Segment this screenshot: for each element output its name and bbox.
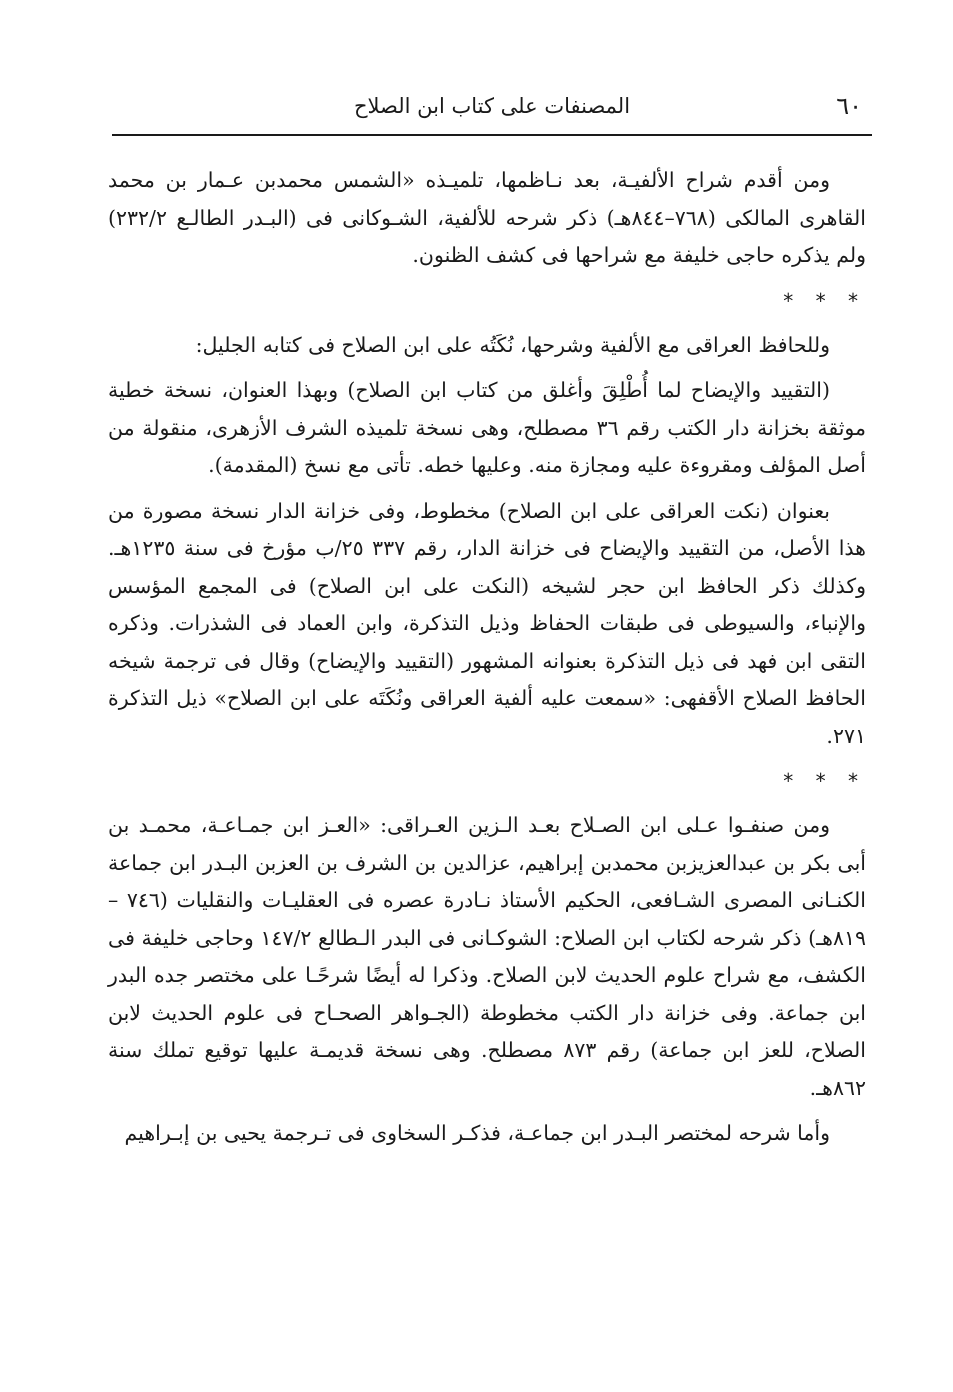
section-separator: * * * — [783, 288, 866, 313]
paragraph-ibn-jamaah: ومن صنفـوا عـلى ابن الصـلاح بعـد الـزين العـراقى: «العـز ابن جمـاعـة، محمـد بن أبى بكر بن عبدالعزيزبن محمدبن إبراهيم، عزالدين بن الشرف بن العزبن البـدر ابن جماعة الكنـانى المصرى الشـافعى، الحكيم الأستاذ نـادرة عصره فى العقليـات والنقليات (٧٤٦ – ٨١٩هـ) ذكر شرحه لكتاب ابن الصلاح: الشوكـانى فى البدر الـطالع ١٤٧/٢ وحاجى خليفة فى الكشف، مع شراح علوم الحديث لابن الصلاح. وذكرا له أيضًا شرحًـا على مختصر جده البدر ابن جماعة. وفى خزانة دار الكتب مخطوطة (الجـواهر الصحـاح فى علوم الحديث لابن الصلاح، للعز ابن جماعة) رقم ٨٧٣ مصطلح. وهى نسخة قديمـة عليها توقيع تملك سنة ٨٦٢هـ. — [108, 813, 866, 1100]
running-title: المصنفات على كتاب ابن الصلاح — [353, 94, 631, 118]
paragraph-nukat-title: بعنوان (نكت العراقى على ابن الصلاح) مخطوط، وفى خزانة الدار نسخة مصورة من هذا الأصل، من التقييد والإيضاح فى خزانة الدار، رقم ٣٣٧ ٢٥/ب مؤرخ فى سنة ١٢٣٥هـ. وكذلك ذكر الحافظ ابن حجر لشيخه (النكت على ابن الصلاح) فى المجمع المؤسس والإنباء، والسيوطى فى طبقات الحفاظ وذيل التذكرة، وابن العماد فى الشذرات. وذكره التقى ابن فهد فى ذيل التذكرة بعنوانه المشهور (التقييد والإيضاح) وقال فى ترجمة شيخه الحافظ الصلاح الأقفهى: «سمعت عليه ألفية العراقى ونُكَتَه على ابن الصلاح» ذيل التذكرة ٢٧١. — [108, 498, 866, 748]
paragraph-mukhtasar-commentary: وأما شرحه لمختصر البـدر ابن جماعـة، فذكـر السخاوى فى تـرجمة يحيى بن إبـراهيم — [124, 1121, 830, 1145]
paragraph-iraqi-intro: وللحافظ العراقى مع الألفية وشرحها، نُكَتُه على ابن الصلاح فى كتابه الجليل: — [195, 332, 830, 357]
page-number: ٦٠ — [836, 92, 862, 120]
page-body — [108, 162, 866, 1153]
paragraph-taqyid-title: (التقييد والإيضاح لما أُطْلِقَ وأغلق من كتاب ابن الصلاح) وبهذا العنوان، نسخة خطية موثقة بخزانة دار الكتب رقم ٣٦ مصطلح، وهى نسخة تلميذه الشرف الأزهرى، منقولة من أصل المؤلف ومقروءة عليه ومجازة منه. وعليها خطه. تأتى مع نسخ (المقدمة). — [108, 378, 866, 477]
section-separator: * * * — [783, 769, 866, 793]
paragraph-oldest-commentators: ومن أقدم شراح الألفيـة، بعد نـاظمها، تلميـذه «الشمس محمدبن عـمار بن محمد القاهرى المالكى (٧٦٨–٨٤٤هـ) ذكر شرحه للألفية، الشـوكانى فى (البـدر الطالـع ٢٣٢/٢) ولم يذكره حاجى خليفة مع شراحها فى كشف الظنون. — [108, 168, 866, 267]
page-header — [112, 88, 872, 132]
header-rule — [112, 134, 872, 136]
